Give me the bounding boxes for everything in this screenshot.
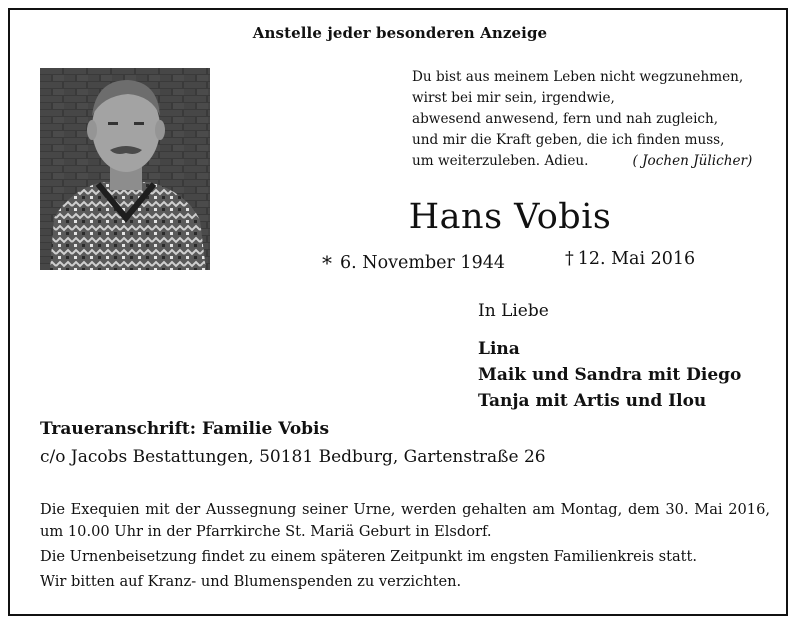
poem-line: und mir die Kraft geben, die ich finden muss, <box>412 132 725 148</box>
mourners-intro: In Liebe <box>478 301 549 321</box>
poem-line: abwesend anwesend, fern und nah zugleich, <box>412 111 719 127</box>
death-cross-icon: † <box>565 249 574 269</box>
birth-date-text: 6. November 1944 <box>340 253 505 273</box>
mourner-name: Maik und Sandra mit Diego <box>478 365 742 385</box>
death-date-text: 12. Mai 2016 <box>577 249 696 269</box>
exequies-text: Die Exequien mit der Aussegnung seiner Urne, werden gehalten am Montag, dem 30. Mai 2016, um 10.00 Uhr in der Pfarrkirche St. Mariä Geburt in Elsdorf. <box>40 501 770 540</box>
mourner-name: Lina <box>478 339 520 359</box>
poem-line: um weiterzuleben. Adieu. <box>412 153 589 169</box>
flowers-text: Wir bitten auf Kranz- und Blumenspenden zu verzichten. <box>40 573 462 590</box>
poem-last-line <box>412 151 772 172</box>
birth-date <box>322 249 505 273</box>
poem <box>412 67 772 172</box>
deceased-name: Hans Vobis <box>408 197 612 237</box>
portrait-photo <box>40 68 210 270</box>
address-line: c/o Jacobs Bestattungen, 50181 Bedburg, Gartenstraße 26 <box>40 447 546 467</box>
address-title: Traueranschrift: Familie Vobis <box>40 419 330 439</box>
mourner-name: Tanja mit Artis und Ilou <box>478 391 707 411</box>
burial-text: Die Urnenbeisetzung findet zu einem späteren Zeitpunkt im engsten Familienkreis statt. <box>40 548 698 565</box>
notice-heading: Anstelle jeder besonderen Anzeige <box>252 24 548 42</box>
poem-line: Du bist aus meinem Leben nicht wegzunehmen, <box>412 69 744 85</box>
service-details <box>40 499 770 593</box>
death-date <box>565 249 695 269</box>
mourners-list <box>478 336 741 414</box>
poem-author: ( Jochen Jülicher) <box>632 153 753 169</box>
poem-line: wirst bei mir sein, irgendwie, <box>412 90 615 106</box>
birth-star-icon: * <box>322 251 332 275</box>
